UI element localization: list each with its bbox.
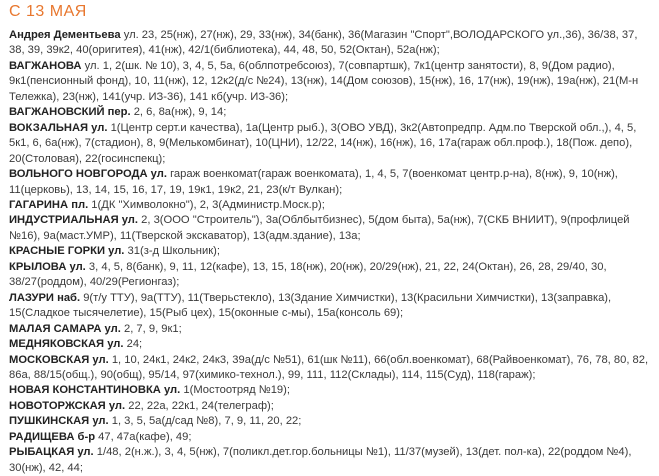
street-name: МЕДНЯКОВСКАЯ ул. — [9, 338, 124, 351]
street-name: НОВАЯ КОНСТАНТИНОВКА ул. — [9, 384, 181, 397]
house-numbers: 1/48, 2(н.ж.), 3, 4, 5(нж), 7(поликл.дет.гор.больницы №1), 11/37(музей), 13(дет. пол-ка), 22(роддом №4), 30(нж), 42, 44; — [9, 446, 632, 474]
street-entry-vokzalnaya — [9, 121, 659, 167]
street-entry-malaya-samara — [9, 322, 659, 337]
street-entry-moskovskaya — [9, 353, 659, 384]
house-numbers: 1(Центр серт.и качества), 1а(Центр рыб.), 3(ОВО УВД), 3к2(Автопредпр. Адм.по Тверской обл.,), 4, 5, 5к1, 6, 6а(нж), 7(стадион), 8, 9(Мелькомбинат), 10(ЦНИ), 12/22, 14(нж), 16(нж), 16, 17а(гараж обл.проф.), 18(Пож. депо), 20(Столовая), 22(госинспекц); — [9, 121, 637, 165]
street-name: ГАГАРИНА пл. — [9, 198, 89, 211]
street-entry-krasnye-gorki — [9, 244, 659, 259]
street-name: Андрея Дементьева — [9, 29, 121, 41]
street-entry-novaya-konstantinovka — [9, 383, 659, 398]
street-name: РАДИЩЕВА б-р — [9, 430, 96, 443]
street-name: ИНДУСТРИАЛЬНАЯ ул. — [9, 214, 139, 227]
street-entry-dementyeva — [9, 28, 659, 59]
street-name: ВАГЖАНОВСКИЙ пер. — [9, 106, 131, 119]
house-numbers: 1, 3, 5, 5а(д/сад №8), 7, 9, 11, 20, 22; — [108, 415, 302, 428]
house-numbers: 9(т/у ТТУ), 9а(ТТУ), 11(Тверьстекло), 13(Здание Химчистки), 13(Красильни Химчистки), 13(заправка), 15(Сладкое тысячелетие), 15(Рыб цех), 15(оконные с-мы), 15а(консоль 69); — [9, 291, 612, 320]
street-entry-pushkinskaya — [9, 414, 659, 429]
house-numbers: 3, 4, 5, 8(банк), 9, 11, 12(кафе), 13, 15, 18(нж), 20(нж), 20/29(нж), 21, 22, 24(Октан), 26, 28, 29/40, 30, 38/27(роддом), 40/29(Регионгаз); — [9, 260, 607, 289]
street-name: МАЛАЯ САМАРА ул. — [9, 322, 121, 335]
street-name: РЫБАЦКАЯ ул. — [9, 446, 94, 459]
street-entry-rybatskaya — [9, 445, 659, 476]
house-numbers: 1, 10, 24к1, 24к2, 24к3, 39а(д/с №51), 61(шк №11), 66(обл.военкомат), 68(Райвоенкомат), 76, 78, 80, 82, 86а, 88/15(общ.), 90(общ), 95/14, 97(химико-технол.), 99, 111, 112(Склады), 114, 115(Суд), 118(гараж); — [9, 353, 649, 381]
street-entry-industrialnaya — [9, 213, 659, 244]
street-name: ВОЛЬНОГО НОВГОРОДА ул. — [9, 168, 167, 181]
street-name: ВОКЗАЛЬНАЯ ул. — [9, 121, 108, 134]
street-entry-lazuri — [9, 291, 659, 322]
street-entry-radishcheva — [9, 430, 659, 445]
house-numbers: ул. 23, 25(нж), 27(нж), 29, 33(нж), 34(банк), 36(Магазин "Спорт",ВОЛОДАРСКОГО ул.,36), 36/38, 37, 38, 39, 39к2, 40(оригитея), 41(нж), 42/1(библиотека), 44, 48, 50, 52(Октан), 52а(нж); — [9, 29, 638, 57]
house-numbers: 24; — [123, 338, 143, 351]
house-numbers: 2, 3(ООО "Строитель"), 3а(Облбытбизнес), 5(дом быта), 5а(нж), 7(СКБ ВНИИТ), 9(профлицей №16), 9а(маст.УМР), 11(Тверской экскаватор), 13(адм.здание), 13а; — [9, 214, 630, 242]
house-numbers: 47, 47а(кафе), 49; — [95, 430, 192, 443]
street-entry-vagzhanova — [9, 59, 659, 105]
address-list — [9, 28, 659, 476]
street-name: КРЫЛОВА ул. — [9, 260, 86, 273]
house-numbers: ул. 1, 2(шк. № 10), 3, 4, 5, 5а, 6(облпотребсоюз), 7(совпартшк), 7к1(центр занятости), 8, 9(Дом радио), 9к1(пенсионный фонд), 10, 11(нж), 12, 12к2(д/с №24), 13(нж), 14(Дом союзов), 15(нж), 16, 17(нж), 19(нж), 19а(нж), 21(М-н Тележка), 23(нж), 141(учр. ИЗ-36), 141 кб(учр. ИЗ-36); — [9, 59, 639, 103]
house-numbers: 2, 6, 8а(нж), 9, 14; — [130, 106, 227, 119]
house-numbers: 1(ДК "Химволокно"), 2, 3(Администр.Моск.р); — [88, 198, 325, 211]
street-entry-novotorzhskaya — [9, 399, 659, 414]
date-heading: С 13 МАЯ — [9, 3, 87, 20]
house-numbers: 22, 22а, 22к1, 24(телеграф); — [125, 399, 274, 412]
street-entry-gagarina — [9, 198, 659, 213]
house-numbers: 1(Мостоотряд №19); — [180, 384, 290, 397]
street-entry-vagzhanovsky — [9, 105, 659, 120]
street-entry-volnogo-novgoroda — [9, 167, 659, 198]
street-name: КРАСНЫЕ ГОРКИ ул. — [9, 245, 125, 258]
street-name: НОВОТОРЖСКАЯ ул. — [9, 399, 126, 412]
street-name: ВАГЖАНОВА — [9, 59, 82, 72]
house-numbers: гараж военкомат(гараж военкомата), 1, 4, 5, 7(военкомат центр.р-на), 8(нж), 9, 10(нж), 11(церковь), 13, 14, 15, 16, 17, 19, 19к1, 19к2, 21, 23(к/т Вулкан); — [9, 168, 618, 196]
house-numbers: 31(з-д Школьник); — [124, 245, 220, 258]
street-name: ПУШКИНСКАЯ ул. — [9, 415, 109, 428]
street-entry-mednyakovskaya — [9, 337, 659, 352]
street-name: ЛАЗУРИ наб. — [9, 291, 81, 304]
house-numbers: 2, 7, 9, 9к1; — [120, 322, 182, 335]
street-name: МОСКОВСКАЯ ул. — [9, 353, 109, 366]
street-entry-krylova — [9, 260, 659, 291]
